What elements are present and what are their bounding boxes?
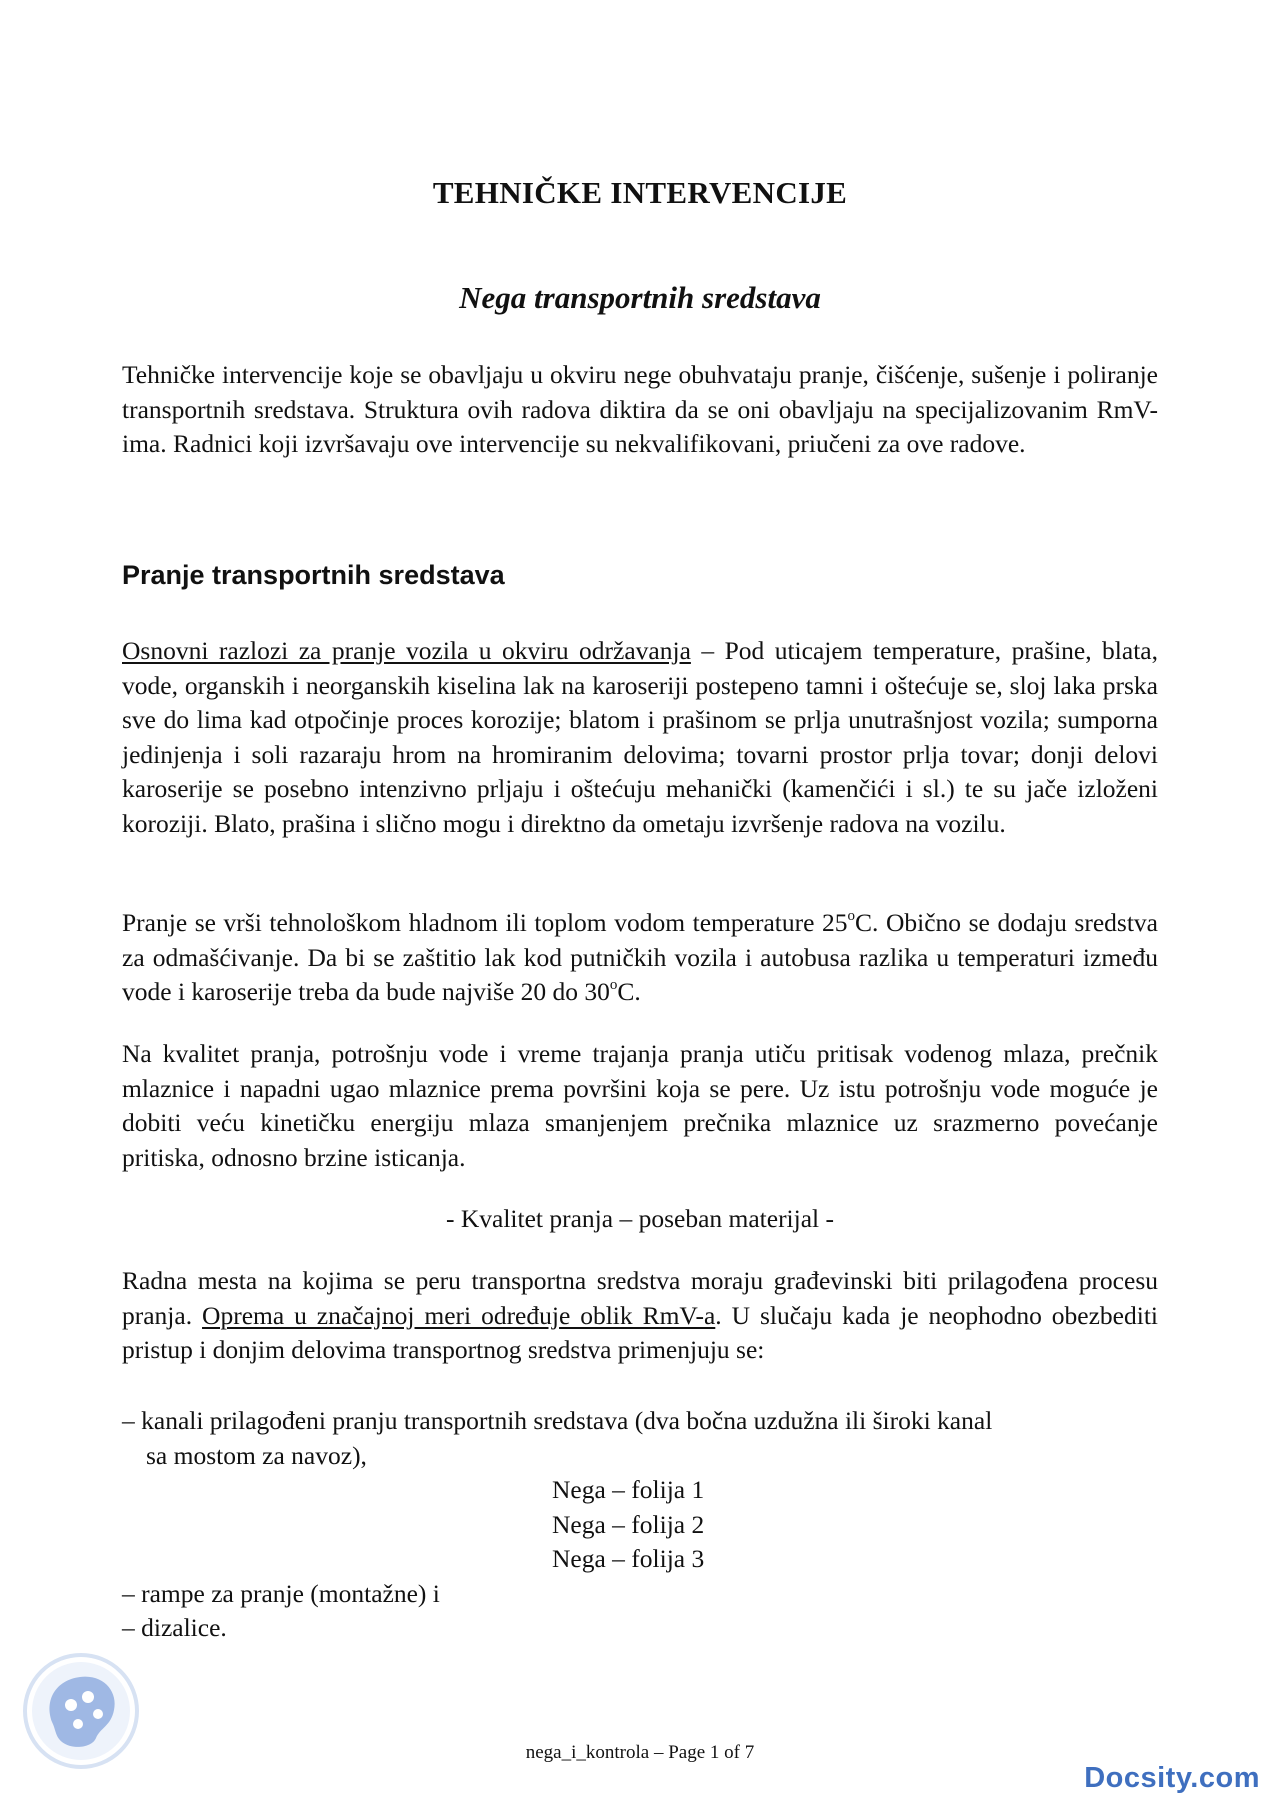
list-item: – rampe za pranje (montažne) i [122, 1579, 440, 1608]
washing-text-3: C. [617, 977, 641, 1006]
washing-paragraph [122, 906, 1158, 1010]
foil-reference: Nega – folija 3 [552, 1544, 705, 1573]
page-footer: nega_i_kontrola – Page 1 of 7 [525, 1742, 755, 1763]
workplaces-underlined: Oprema u značajnoj meri određuje oblik RmV-a [202, 1300, 716, 1330]
list-item: – dizalice. [122, 1613, 227, 1642]
section-heading: Pranje transportnih sredstava [122, 560, 505, 590]
foil-reference: Nega – folija 1 [552, 1475, 705, 1504]
reasons-lead: Osnovni razlozi za pranje vozila u okviru održavanja [122, 636, 691, 665]
workplaces-text-2: . U slučaju kada je neophodno obezbediti pristup i donjim delovima transportnog sredstva primenjuju se: [122, 1300, 1158, 1364]
centered-note: - Kvalitet pranja – poseban materijal - [445, 1204, 835, 1233]
quality-paragraph: Na kvalitet pranja, potrošnju vode i vreme trajanja pranja utiču pritisak vodenog mlaza, prečnik mlaznice i napadni ugao mlaznice prema površini koja se pere. Uz istu potrošnju vode moguće je dobiti veću kinetičku energiju mlaza smanjenjem prečnika mlaznice uz srazmerno povećanje pritiska, odnosno brzine isticanja. [122, 1039, 1158, 1172]
intro-paragraph: Tehničke intervencije koje se obavljaju u okviru nege obuhvataju pranje, čišćenje, sušenje i poliranje transportnih sredstava. Struktura ovih radova diktira da se oni obavljaju na specijalizovanim RmV-ima. Radnici koji izvršavaju ove intervencije su nekvalifikovani, priučeni za ove radove. [122, 360, 1158, 458]
page-subtitle: Nega transportnih sredstava [459, 280, 821, 315]
workplaces-text-1: Radna mesta na kojima se peru transportna sredstva moraju građevinski biti prilagođena procesu pranja. [122, 1266, 1158, 1330]
foil-references [552, 1473, 704, 1577]
washing-text-2: C. Obično se dodaju sredstva za odmašćivanje. Da bi se zaštitio lak kod putničkih vozila i autobusa razlika u temperaturi između vode i karoserije treba da bude najviše 20 do 30 [122, 908, 1158, 1006]
workplaces-paragraph [122, 1264, 1158, 1368]
washing-text-1: Pranje se vrši tehnološkom hladnom ili toplom vodom temperature 25 [122, 908, 848, 937]
degree-superscript-2: o [609, 976, 618, 993]
degree-superscript-1: o [847, 907, 855, 924]
reasons-paragraph [122, 634, 1158, 841]
list-item [122, 1404, 1162, 1473]
page-title: TEHNIČKE INTERVENCIJE [432, 175, 848, 210]
reasons-text: – Pod uticajem temperature, prašine, blata, vode, organskih i neorganskih kiselina lak na karoseriji postepeno tamni i oštećuje se, sloj laka prska sve do lima kad otpočinje proces korozije; blatom i prašinom se prlja unutrašnjost vozila; sumporna jedinjenja i soli razaraju hrom na hromiranim delovima; tovarni prostor prlja tovar; donji delovi karoserije se posebno intenzivno prljaju i oštećuju mehanički (kamenčići i sl.) te su jače izloženi koroziji. Blato, prašina i slično mogu i direktno da ometaju izvršenje radova na vozilu. [122, 636, 1158, 838]
docsity-watermark: Docsity.com [1084, 1762, 1260, 1794]
list-item-1-line-1: – kanali prilagođeni pranju transportnih sredstava (dva bočna uzdužna ili široki kanal [122, 1406, 993, 1435]
foil-reference: Nega – folija 2 [552, 1509, 705, 1539]
list-item-1-line-2: sa mostom za navoz), [146, 1440, 367, 1470]
